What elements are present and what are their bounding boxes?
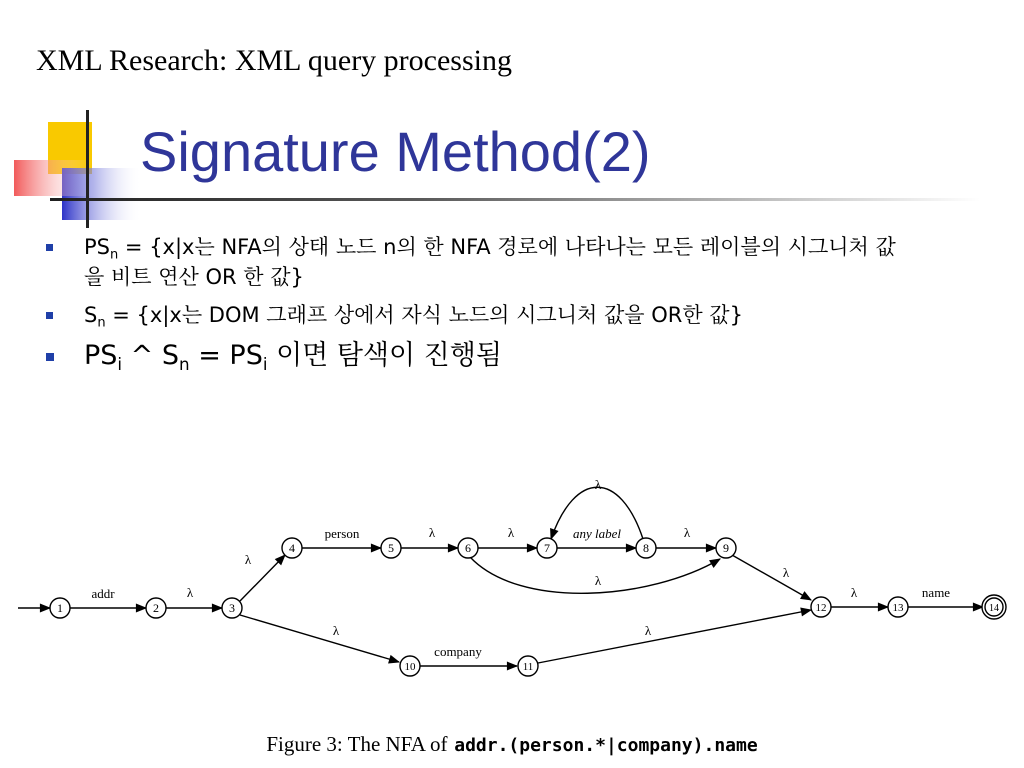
node-label: 6 xyxy=(465,541,471,555)
nfa-diagram xyxy=(0,440,1024,768)
edge-label: λ xyxy=(428,525,436,540)
node-label: 9 xyxy=(723,541,729,555)
node-label: 10 xyxy=(404,661,416,673)
edge-label: λ xyxy=(644,623,652,638)
bullet-marker xyxy=(46,353,54,361)
edge-label: λ xyxy=(594,573,602,588)
bullet-search-condition: $PS_i$ ^ $S_n = PS_i$ 이면 탐색이 진행됨 xyxy=(44,338,904,374)
node-label: 7 xyxy=(544,541,550,555)
edge-label: λ xyxy=(186,585,194,600)
edge-label: addr xyxy=(91,586,115,601)
edge-label: name xyxy=(921,585,951,600)
bullet-marker xyxy=(46,312,53,319)
deco-red-square xyxy=(14,160,94,196)
caption-expression: addr.(person.*|company).name xyxy=(454,735,758,756)
title-decoration xyxy=(0,110,150,230)
node-label: 3 xyxy=(229,601,235,615)
edge-label: λ xyxy=(683,525,691,540)
edge-9-12 xyxy=(732,555,811,600)
node-label: 8 xyxy=(643,541,649,555)
deco-vertical-line xyxy=(86,110,89,228)
node-label: 11 xyxy=(522,661,534,673)
bullet-marker xyxy=(46,244,53,251)
edge-11-12 xyxy=(538,610,811,663)
node-label: 12 xyxy=(815,602,827,614)
caption-label: Figure 3: The NFA of xyxy=(266,732,448,756)
edge-label: person xyxy=(324,526,360,541)
node-label: 14 xyxy=(989,603,999,614)
node-label: 5 xyxy=(388,541,394,555)
figure-caption xyxy=(0,732,1024,757)
edge-3-10 xyxy=(240,615,399,662)
node-label: 4 xyxy=(289,541,295,555)
node-label: 1 xyxy=(57,601,63,615)
slide-title: Signature Method(2) xyxy=(140,120,651,183)
bullet-s-definition: $S_n = \{x|x$는 DOM 그래프 상에서 자식 노드의 시그니처 값을 OR한 값} xyxy=(44,300,904,330)
header-title: XML Research: XML query processing xyxy=(36,44,512,77)
edge-label: λ xyxy=(244,552,252,567)
edge-label: λ xyxy=(850,585,858,600)
edge-label: λ xyxy=(594,477,602,492)
title-rule xyxy=(50,198,980,201)
edge-label: λ xyxy=(507,525,515,540)
edge-label: company xyxy=(434,644,482,659)
node-label: 2 xyxy=(153,601,159,615)
bullet-list xyxy=(44,232,904,382)
edge-label: λ xyxy=(332,623,340,638)
edge-label: λ xyxy=(782,565,790,580)
node-label: 13 xyxy=(892,602,904,614)
bullet-ps-definition: $PS_n = \{x|x$는 NFA의 상태 노드 n의 한 NFA 경로에 나타나는 모든 레이블의 시그니처 값을 비트 연산 OR 한 값} xyxy=(44,232,904,292)
edge-label: any label xyxy=(572,526,622,541)
